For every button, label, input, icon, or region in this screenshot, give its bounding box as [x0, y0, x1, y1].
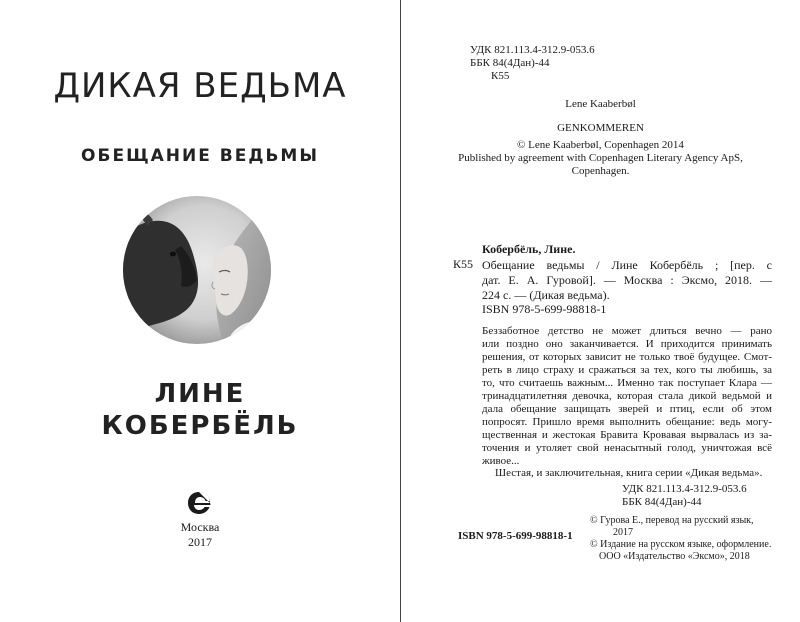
- annotation-line: дала обещание защищать зверей и птиц, если об этом: [482, 403, 772, 415]
- agreement-line-1: Published by agreement with Copenhagen Literary Agency ApS,: [458, 152, 743, 164]
- annotation-line: щественная и жестокая Бравита Кровавая вырвалась из за-: [482, 429, 772, 441]
- book-title: ОБЕЩАНИЕ ВЕДЬМЫ: [81, 146, 319, 166]
- catalog-line: Обещание ведьмы / Лине Кобербёль ; [пер. с: [482, 258, 772, 272]
- translation-copyright-line-2: 2017: [613, 527, 633, 538]
- publication-year: 2017: [188, 535, 212, 549]
- annotation-line: тринадцатилетняя девочка, которая стала дикой ведьмой и: [482, 390, 772, 402]
- series-title: ДИКАЯ ВЕДЬМА: [53, 66, 347, 106]
- author-name: [0, 378, 400, 442]
- bbk-code-top: ББК 84(4Дан)-44: [470, 57, 550, 69]
- cover-portrait-image: [123, 196, 271, 344]
- annotation-line: Беззаботное детство не может длиться вечно — рано: [482, 325, 772, 337]
- edition-copyright-line-2: ООО «Издательство «Эксмо», 2018: [599, 551, 750, 562]
- series-note: Шестая, и заключительная, книга серии «Дикая ведьма».: [495, 467, 763, 479]
- agreement-line-2: Copenhagen.: [571, 165, 630, 177]
- copyright-page: [401, 0, 800, 622]
- annotation-line: попросят. Пришло время выполнить обещание: ведь могу-: [482, 416, 772, 428]
- publisher-logo-icon: [186, 490, 212, 516]
- udk-code-bottom: УДК 821.113.4-312.9-053.6: [622, 483, 747, 495]
- bbk-code-bottom: ББК 84(4Дан)-44: [622, 496, 702, 508]
- author-first-name: ЛИНЕ: [154, 379, 246, 409]
- annotation-line: реть в лицо страху и сражаться за тех, кого ты любишь, за: [482, 364, 772, 376]
- catalog-heading: Кобербёль, Лине.: [482, 242, 576, 256]
- translation-copyright-line-1: © Гурова Е., перевод на русский язык,: [590, 515, 754, 526]
- catalog-code: К55: [453, 257, 474, 271]
- annotation-line: точения и утоляет свой ненасытный голод, уничтожая всё: [482, 442, 772, 454]
- annotation-line: живое...: [482, 455, 520, 467]
- publisher-city: Москва: [180, 520, 220, 534]
- edition-copyright-line-1: © Издание на русском языке, оформление.: [590, 539, 772, 550]
- original-title: GENKOMMEREN: [557, 122, 644, 134]
- catalog-line: 224 с. — (Дикая ведьма).: [482, 288, 610, 302]
- catalog-line: дат. Е. А. Гуровой]. — Москва : Эксмо, 2018. —: [482, 273, 772, 287]
- udk-code-top: УДК 821.113.4-312.9-053.6: [470, 44, 595, 56]
- catalog-isbn: ISBN 978-5-699-98818-1: [482, 302, 607, 316]
- annotation-line: решения, от которых зависит не только твоё будущее. Смот-: [482, 351, 772, 363]
- author-last-name: КОБЕРБЁЛЬ: [101, 411, 299, 441]
- author-mark-top: К55: [491, 70, 510, 82]
- isbn-bottom: ISBN 978-5-699-98818-1: [458, 530, 573, 542]
- annotation-line: то, что считаешь важным... Именно так поступает Клара —: [482, 377, 772, 389]
- original-author: Lene Kaaberbøl: [565, 98, 636, 110]
- original-copyright: © Lene Kaaberbøl, Copenhagen 2014: [517, 139, 684, 151]
- annotation-line: или поздно оно заканчивается. И приходится принимать: [482, 338, 772, 350]
